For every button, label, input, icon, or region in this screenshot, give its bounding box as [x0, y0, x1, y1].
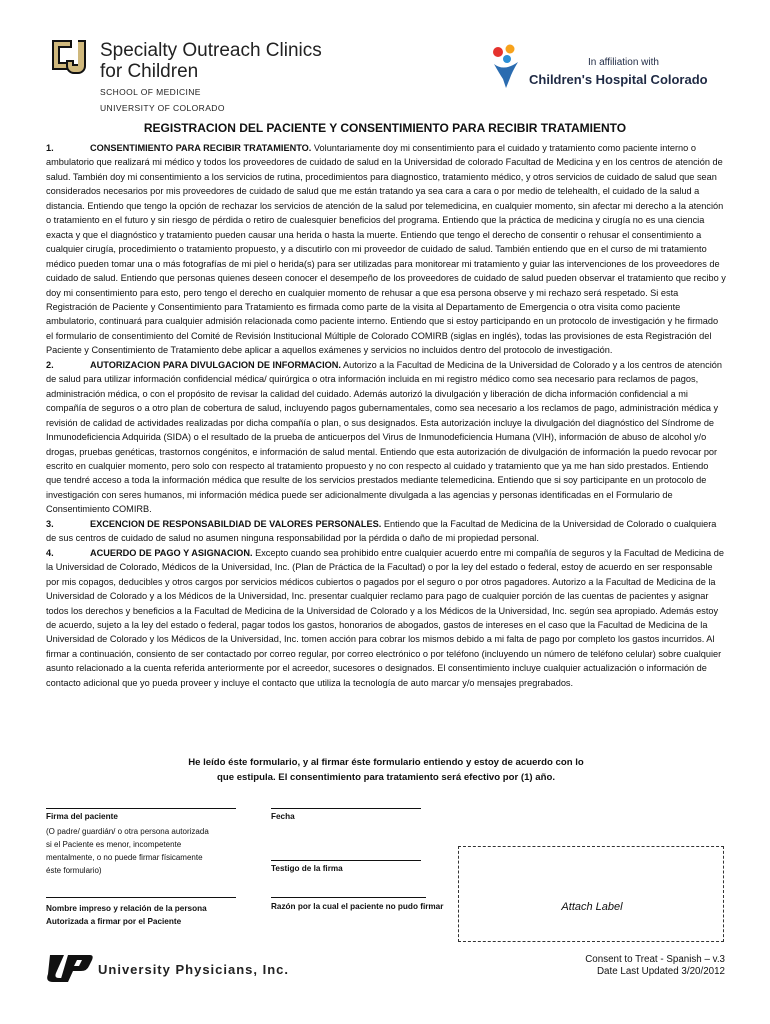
affiliation-text: In affiliation with — [588, 57, 659, 68]
section-4 — [46, 546, 726, 691]
university-name: UNIVERSITY OF COLORADO — [100, 103, 225, 113]
childrens-hospital-logo-icon — [490, 44, 526, 90]
witness-label: Testigo de la firma — [271, 864, 343, 873]
section-heading: AUTORIZACION PARA DIVULGACION DE INFORMACION. — [90, 359, 341, 370]
section-3 — [46, 517, 726, 546]
section-text: Voluntariamente doy mi consentimiento para el cuidado y tratamiento como paciente interno o ambulatorio que realizará mi médico y todos los proveedores de cuidado de salud en la Universidad de colorado Facultad de Medicina y en los centros de atención de salud. También doy mi consentimiento a los servicios de rutina, procedimientos para diagnostico, tratamiento médico, y otros servicios de cuidado de salud que sean considerados necesarios por mis proveedores de cuidado de salud que me están tratando ya sea cara a cara o por medio de telehealth, el cuidado de la salud a distancia. Entiendo que tengo la opción de rechazar los servicios de atención de la salud por telemedicina, en cualquier momento, sin afectar mi derecho a la atención o tratamiento en el futuro y sin riesgo de pérdida o retiro de cualesquier beneficios del programa. Entiendo que la práctica de medicina y cirugía no es una ciencia exacta y que el diagnóstico y tratamiento pueden causar una herida o hasta la muerte. Entiendo que tengo el derecho de consentir o rehusar el consentimiento a cualquier cirugía, procedimiento o tratamiento propuesto, y a discutirlo con mi proveedor de cuidado de salud. También entiendo que en el curso de mi tratamiento médico pueden tomar una o más fotografías de mi piel o herida(s) para ser utilizadas para monitorear mi tratamiento y guiar las intervenciones de los proveedores de cuidado de salud. Entiendo que personas quienes deseen conocer el desempeño de los proveedores de cuidado de salud pueden observar el tratamiento que recibo y doy mi consentimiento para esto, pero tengo el derecho en cualquier momento de rehusar a que esa persona observe y mi rechazo será respetado. Si esta Registración de Paciente y Consentimiento para Tratamiento es firmada como parte de la visita al Departamento de Emergencia o otra visita como paciente ambulatorio, continuará para cualquier admisión relacionada como paciente interno. Entiendo que si estoy participando en un protocolo de investigación y he firmado el formulario de consentimiento del Comité de Revisión Institucional Múltiple de Colorado COMIRB (siglas en inglés), todas las provisiones de esta Registración del Paciente y Consentimiento de Tratamiento debe aplicar a aquellos exámenes y servicios no incluidos dentro del protocolo de investigación. — [46, 143, 726, 356]
date-label: Fecha — [271, 812, 295, 821]
cu-logo — [48, 34, 90, 76]
printed-name-line[interactable] — [46, 897, 236, 898]
date-updated: Date Last Updated 3/20/2012 — [596, 966, 725, 977]
university-physicians-name: University Physicians, Inc. — [98, 962, 290, 977]
reason-line[interactable] — [271, 897, 426, 898]
page-title: REGISTRACION DEL PACIENTE Y CONSENTIMIENTO PARA RECIBIR TRATAMIENTO — [143, 121, 627, 135]
witness-line[interactable] — [271, 860, 421, 861]
section-heading: ACUERDO DE PAGO Y ASIGNACION. — [90, 547, 253, 558]
org-name-line1: Specialty Outreach Clinics — [100, 40, 322, 61]
section-text: Excepto cuando sea prohibido entre cualquier acuerdo entre mi compañía de seguros y la Facultad de Medicina de la Universidad de Colorado, Médicos de la Universidad, Inc. (Plan de Práctica de la Facultad) o por la ley del estado o federal, estoy de acuerdo en ser responsable por mis copagos, deducibles y otros cargos por servicios médicos cubiertos o pagados por el seguro o por otros pagadores. Autorizo a la Facultad de Medicina de la Universidad de Colorado y a los Médicos de la Universidad, Inc. presentar cualquier reclamo para pago de cualquier porción de las cuentas de pacientes y asignar todos los derechos y beneficios a la Facultad de Medicina de la Universidad de Colorado y a los Médicos de la Universidad, Inc. según sea apropiado. Además estoy de acuerdo, sujeto a la ley del estado o federal, pagar todos los gastos, honorarios de abogados, gastos de intereses en el caso que la Facultad de Medicina de la Universidad de Colorado y los Médicos de la Universidad, Inc. tomen acción para cobrar los mismos debido a mi falta de pago por completo los gastos incurridos. Al firmar a continuación, consiento de ser contactado por correo regular, por correo electrónico o por teléfono (incluyendo un número de teléfono celular) sobre cualquier asunto relacionado a la cuenta referida anteriormente por el acreedor, sucesores o designados. El consentimiento incluye cualquier actualización o información de contacto adicional que yo pueda proveer y incluye el contacto que utiliza la tecnología de auto marcar y/o mensajes pregrabados. — [46, 547, 724, 688]
attach-label-text: Attach Label — [561, 901, 623, 913]
hospital-name: Children's Hospital Colorado — [529, 72, 708, 87]
label-line: Nombre impreso y relación de la persona — [46, 904, 207, 913]
attach-label-box — [458, 846, 724, 942]
form-name: Consent to Treat - Spanish – v.3 — [585, 954, 725, 965]
section-number: 1. — [46, 143, 54, 153]
date-line[interactable] — [271, 808, 421, 809]
printed-name-label — [46, 902, 207, 928]
section-heading: CONSENTIMIENTO PARA RECIBIR TRATAMIENTO. — [90, 143, 312, 153]
patient-signature-line[interactable] — [46, 808, 236, 809]
consent-body — [46, 141, 726, 690]
patient-signature-label: Firma del paciente — [46, 812, 118, 821]
label-line: Autorizada a firmar por el Paciente — [46, 917, 182, 926]
form-version — [520, 954, 725, 978]
school-name: SCHOOL OF MEDICINE — [100, 87, 201, 97]
statement-line-1: He leído éste formulario, y al firmar éste formulario entiendo y estoy de acuerdo con lo — [188, 757, 584, 768]
org-name-line2: for Children — [100, 61, 199, 82]
section-text: Entiendo que la Facultad de Medicina de la Universidad de Colorado o cualquiera de sus centros de cuidado de salud no asumen ninguna responsabilidad por la pérdida o daño de mi propiedad personal. — [46, 518, 717, 544]
org-school — [100, 84, 225, 116]
section-heading: EXCENCION DE RESPONSABILDIAD DE VALORES PERSONALES. — [90, 518, 382, 529]
statement-line-2: que estipula. El consentimiento para tratamiento será efectivo por (1) año. — [217, 772, 555, 783]
note-line: mentalmente, o no puede firmar físicamente — [46, 853, 203, 862]
reason-label: Razón por la cual el paciente no pudo firmar — [271, 902, 444, 911]
section-1 — [46, 141, 726, 358]
patient-signature-note — [46, 825, 266, 877]
note-line: si el Paciente es menor, incompetente — [46, 840, 182, 849]
note-line: (O padre/ guardián/ o otra persona autorizada — [46, 827, 209, 836]
university-physicians-logo-icon — [44, 951, 94, 983]
section-number: 3. — [46, 518, 54, 529]
section-text: Autorizo a la Facultad de Medicina de la Universidad de Colorado y a los centros de atención de salud para utilizar información confidencial médica/ quirúrgica o otra información incluida en mi registro médico como sea necesario para reclamos de pagos, administración médica, o con el propósito de revisar la calidad del cuidado. Además autorizó la divulgación y liberación de dicha información confidencial a mi compañía de seguros o a otro plan de cobertura de salud, incluyendo pagos gubernamentales, como sea necesario a los reclamos de pago, administración médica y revisión de calidad de actividades realizadas por dicha compañía o plan, o sus designados. Esta autorización incluye la divulgación del diagnóstico del Síndrome de Inmunodeficiencia Adquirida (SIDA) o el resultado de la prueba de anticuerpos del Virus de Inmunodeficiencia Humana (VIH), información de abuso de alcohol y/o drogas, pruebas genéticas, trastornos congénitos, e información de salud mental. Entiendo que esta autorización de divulgación de información la puedo revocar por escrito en cualquier momento, pero solo con respecto al tratamiento propuesto y no con respecto al cuidado y tratamiento que ya me han sido prestados. Entiendo que tendré acceso a toda la información médica que resulte de los servicios prestados mediante telemedicina. Entiendo que si soy participante en un protocolo de investigación con seres humanos, mi información médica puede ser adicionalmente divulgada a las agencias y personas identificadas en el Formulario de Consentimiento COMIRB. — [46, 359, 722, 515]
section-2 — [46, 358, 726, 517]
note-line: éste formulario) — [46, 866, 102, 875]
section-number: 4. — [46, 547, 54, 558]
section-number: 2. — [46, 359, 54, 370]
agreement-statement — [46, 755, 726, 785]
org-name — [100, 40, 322, 82]
